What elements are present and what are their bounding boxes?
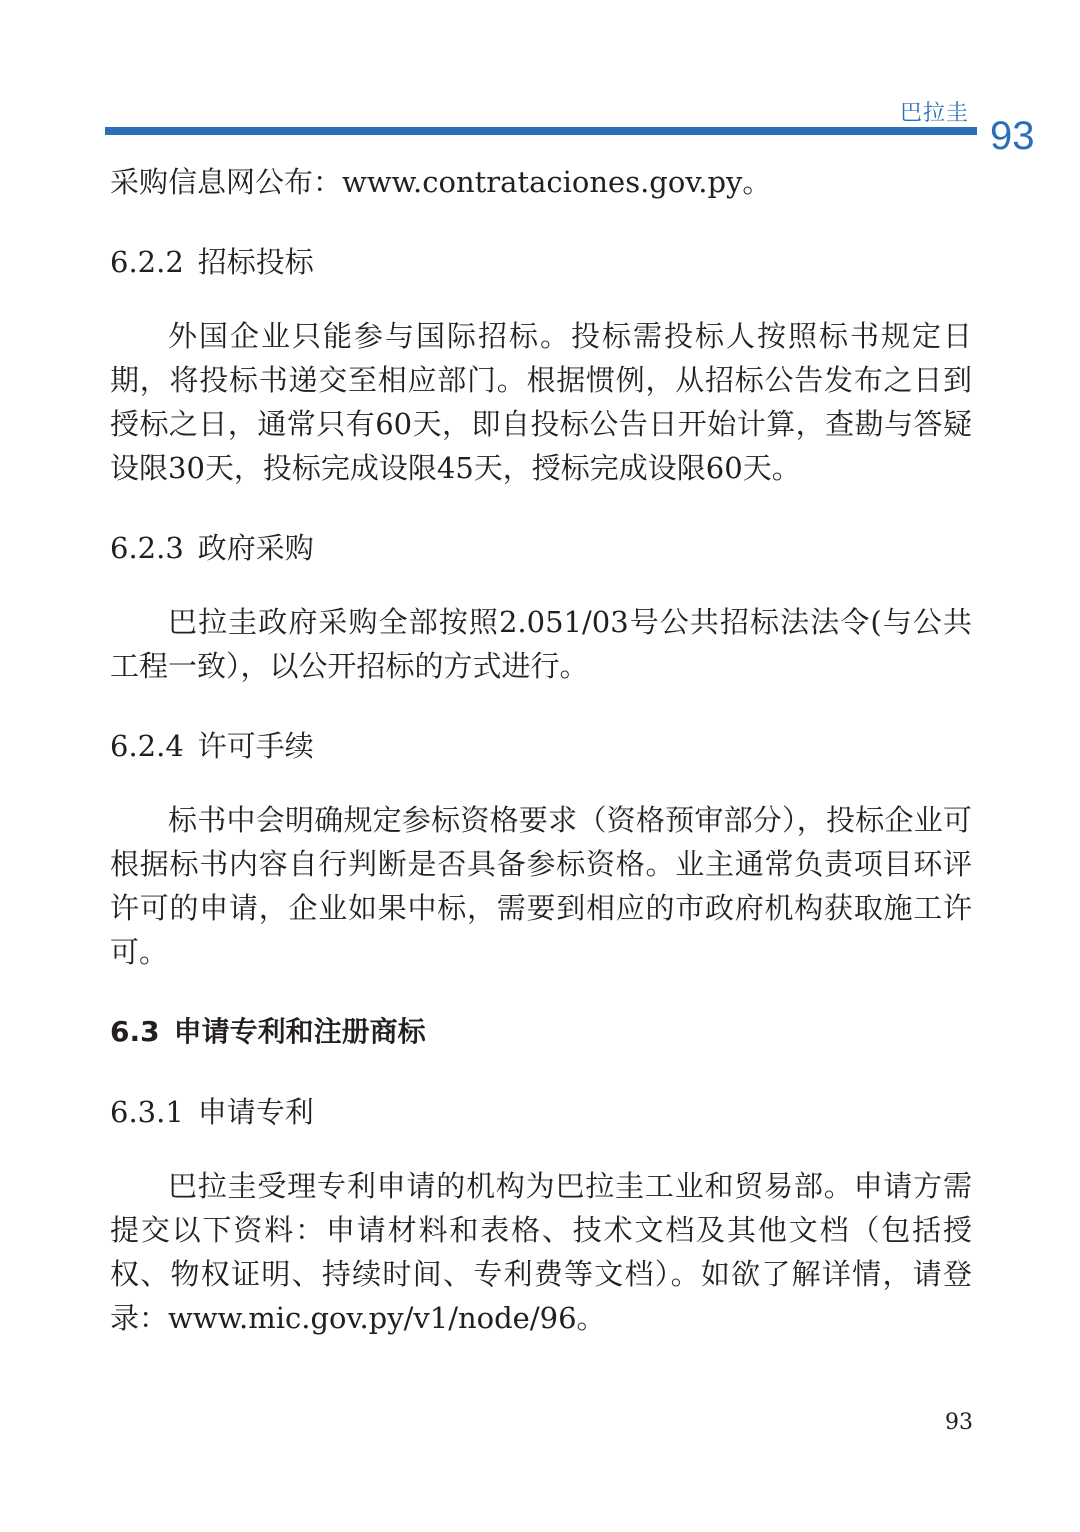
section-heading-6-3 (110, 1010, 972, 1054)
header-rule (105, 127, 977, 135)
section-paragraph-6-2-4: 标书中会明确规定参标资格要求（资格预审部分），投标企业可根据标书内容自行判断是否具备参标资格。业主通常负责项目环评许可的申请，企业如果中标，需要到相应的市政府机构获取施工许可。 (110, 803, 972, 969)
section-heading-6-3-1 (110, 1090, 972, 1134)
section-heading-6-2-3 (110, 526, 972, 570)
section-paragraph-6-3-1: 巴拉圭受理专利申请的机构为巴拉圭工业和贸易部。申请方需提交以下资料：申请材料和表格、技术文档及其他文档（包括授权、物权证明、持续时间、专利费等文档）。如欲了解详情，请登录：www.mic.gov.py/v1/node/96。 (110, 1169, 972, 1335)
section-title: 申请专利和注册商标 (173, 1015, 426, 1048)
section-number: 6.3.1 (110, 1095, 184, 1129)
page-content (110, 160, 972, 1340)
section-number: 6.3 (110, 1015, 160, 1048)
section-number: 6.2.3 (110, 531, 184, 565)
section-title: 许可手续 (197, 729, 314, 763)
section-number: 6.2.4 (110, 729, 184, 763)
header-page-number: 93 (990, 114, 1035, 158)
section-heading-6-2-4 (110, 724, 972, 768)
section-paragraph-6-2-2: 外国企业只能参与国际招标。投标需投标人按照标书规定日期，将投标书递交至相应部门。根据惯例，从招标公告发布之日到授标之日，通常只有60天，即自投标公告日开始计算，查勘与答疑设限30天，投标完成设限45天，授标完成设限60天。 (110, 319, 972, 485)
intro-line: 采购信息网公布：www.contrataciones.gov.py。 (110, 165, 772, 199)
section-heading-6-2-2 (110, 240, 972, 284)
footer-page-number: 93 (945, 1410, 973, 1435)
running-head: 巴拉圭 (900, 101, 970, 126)
section-title: 政府采购 (197, 531, 314, 565)
section-title: 申请专利 (197, 1095, 314, 1129)
section-title: 招标投标 (197, 245, 314, 279)
section-paragraph-6-2-3: 巴拉圭政府采购全部按照2.051/03号公共招标法法令(与公共工程一致），以公开招标的方式进行。 (110, 605, 972, 683)
section-number: 6.2.2 (110, 245, 184, 279)
